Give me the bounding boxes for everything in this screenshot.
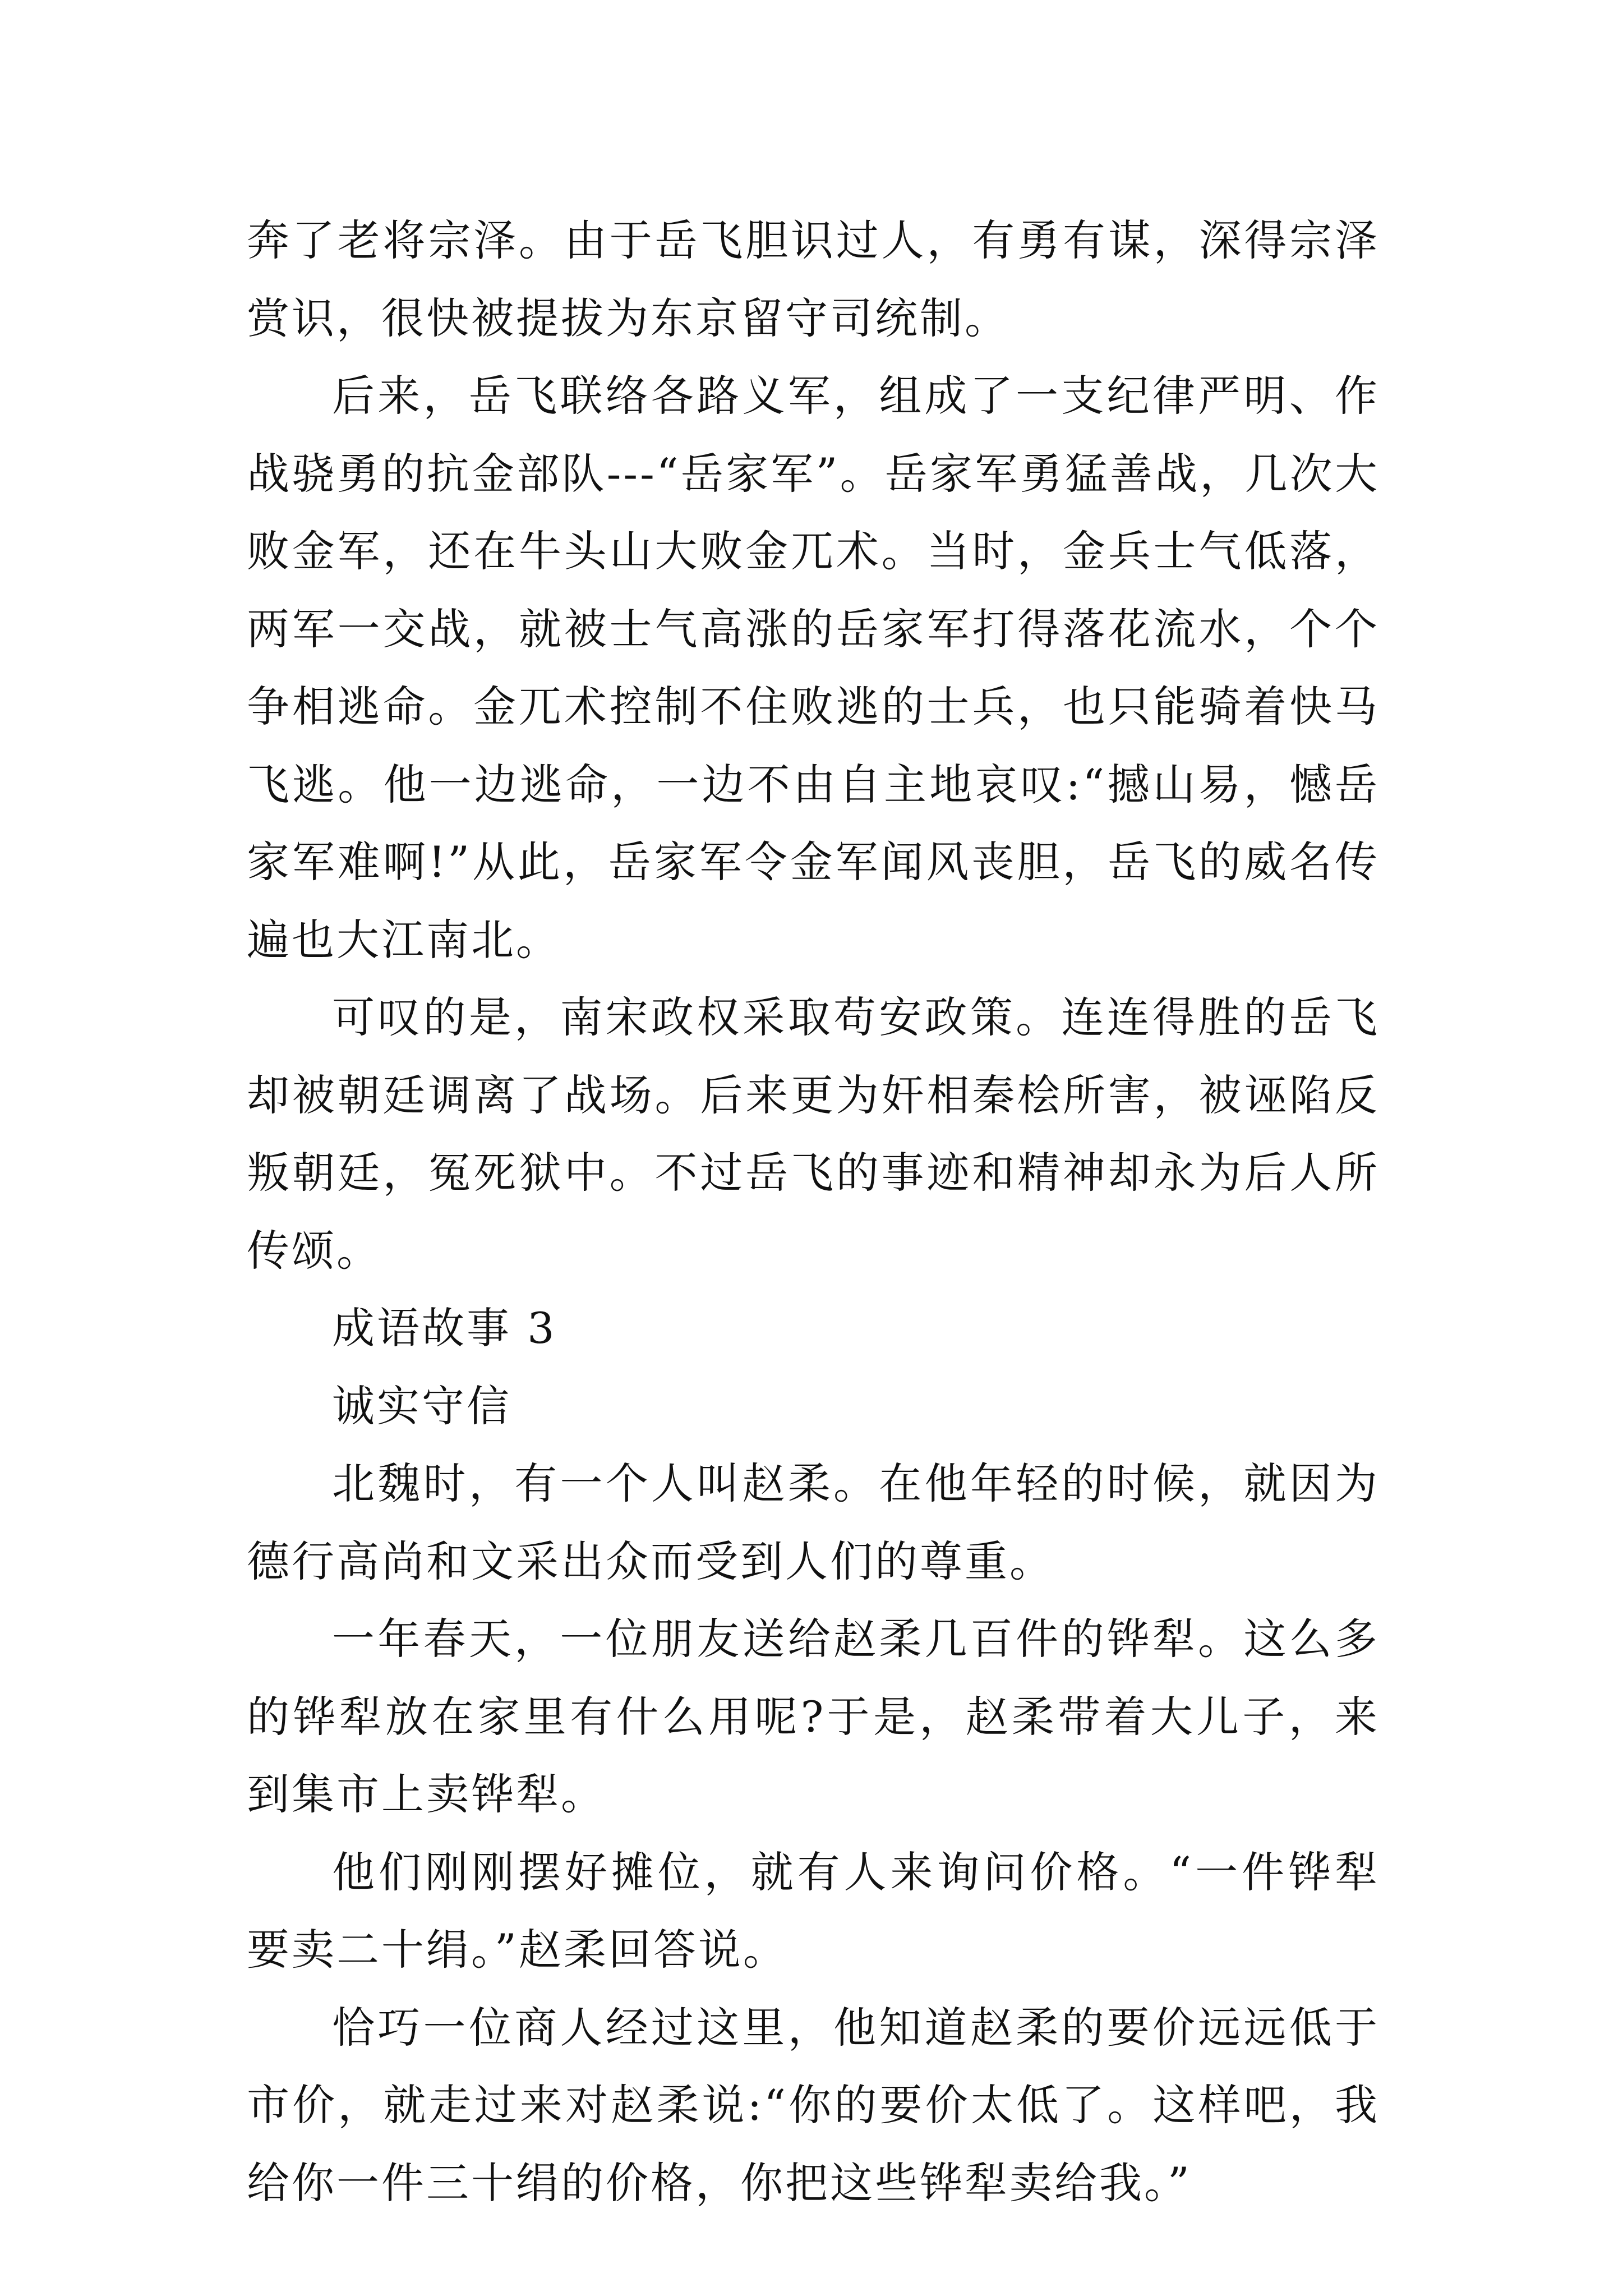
story-title: 诚实守信 bbox=[332, 1381, 511, 1431]
paragraph-3: 可叹的是，南宋政权采取苟安政策。连连得胜的岳飞却被朝廷调离了战场。后来更为奸相秦桧所害，被诬陷反叛朝廷，冤死狱中。不过岳飞的事迹和精神却永为后人所传颂。 bbox=[247, 992, 1380, 1276]
body-text bbox=[247, 202, 1380, 2222]
paragraph-7: 恰巧一位商人经过这里，他知道赵柔的要价远远低于市价，就走过来对赵柔说:“你的要价太低了。这样吧，我给你一件三十绢的价格，你把这些铧犁卖给我。” bbox=[247, 2002, 1380, 2208]
story-heading: 成语故事 3 bbox=[332, 1303, 557, 1353]
paragraph-4: 北魏时，有一个人叫赵柔。在他年轻的时候，就因为德行高尚和文采出众而受到人们的尊重。 bbox=[247, 1458, 1380, 1586]
paragraph-5: 一年春天，一位朋友送给赵柔几百件的铧犁。这么多的铧犁放在家里有什么用呢?于是，赵柔带着大儿子，来到集市上卖铧犁。 bbox=[247, 1614, 1380, 1819]
paragraph-6: 他们刚刚摆好摊位，就有人来询问价格。“一件铧犁要卖二十绢。”赵柔回答说。 bbox=[247, 1847, 1380, 1975]
paragraph-2: 后来，岳飞联络各路义军，组成了一支纪律严明、作战骁勇的抗金部队---“岳家军”。岳家军勇猛善战，几次大败金军，还在牛头山大败金兀术。当时，金兵士气低落，两军一交战，就被士气高涨的岳家军打得落花流水，个个争相逃命。金兀术控制不住败逃的士兵，也只能骑着快马飞逃。他一边逃命，一边不由自主地哀叹:“撼山易，憾岳家军难啊!”从此，岳家军令金军闻风丧胆，岳飞的威名传遍也大江南北。 bbox=[247, 371, 1380, 965]
paragraph-1: 奔了老将宗泽。由于岳飞胆识过人，有勇有谋，深得宗泽赏识，很快被提拔为东京留守司统制。 bbox=[247, 215, 1380, 343]
